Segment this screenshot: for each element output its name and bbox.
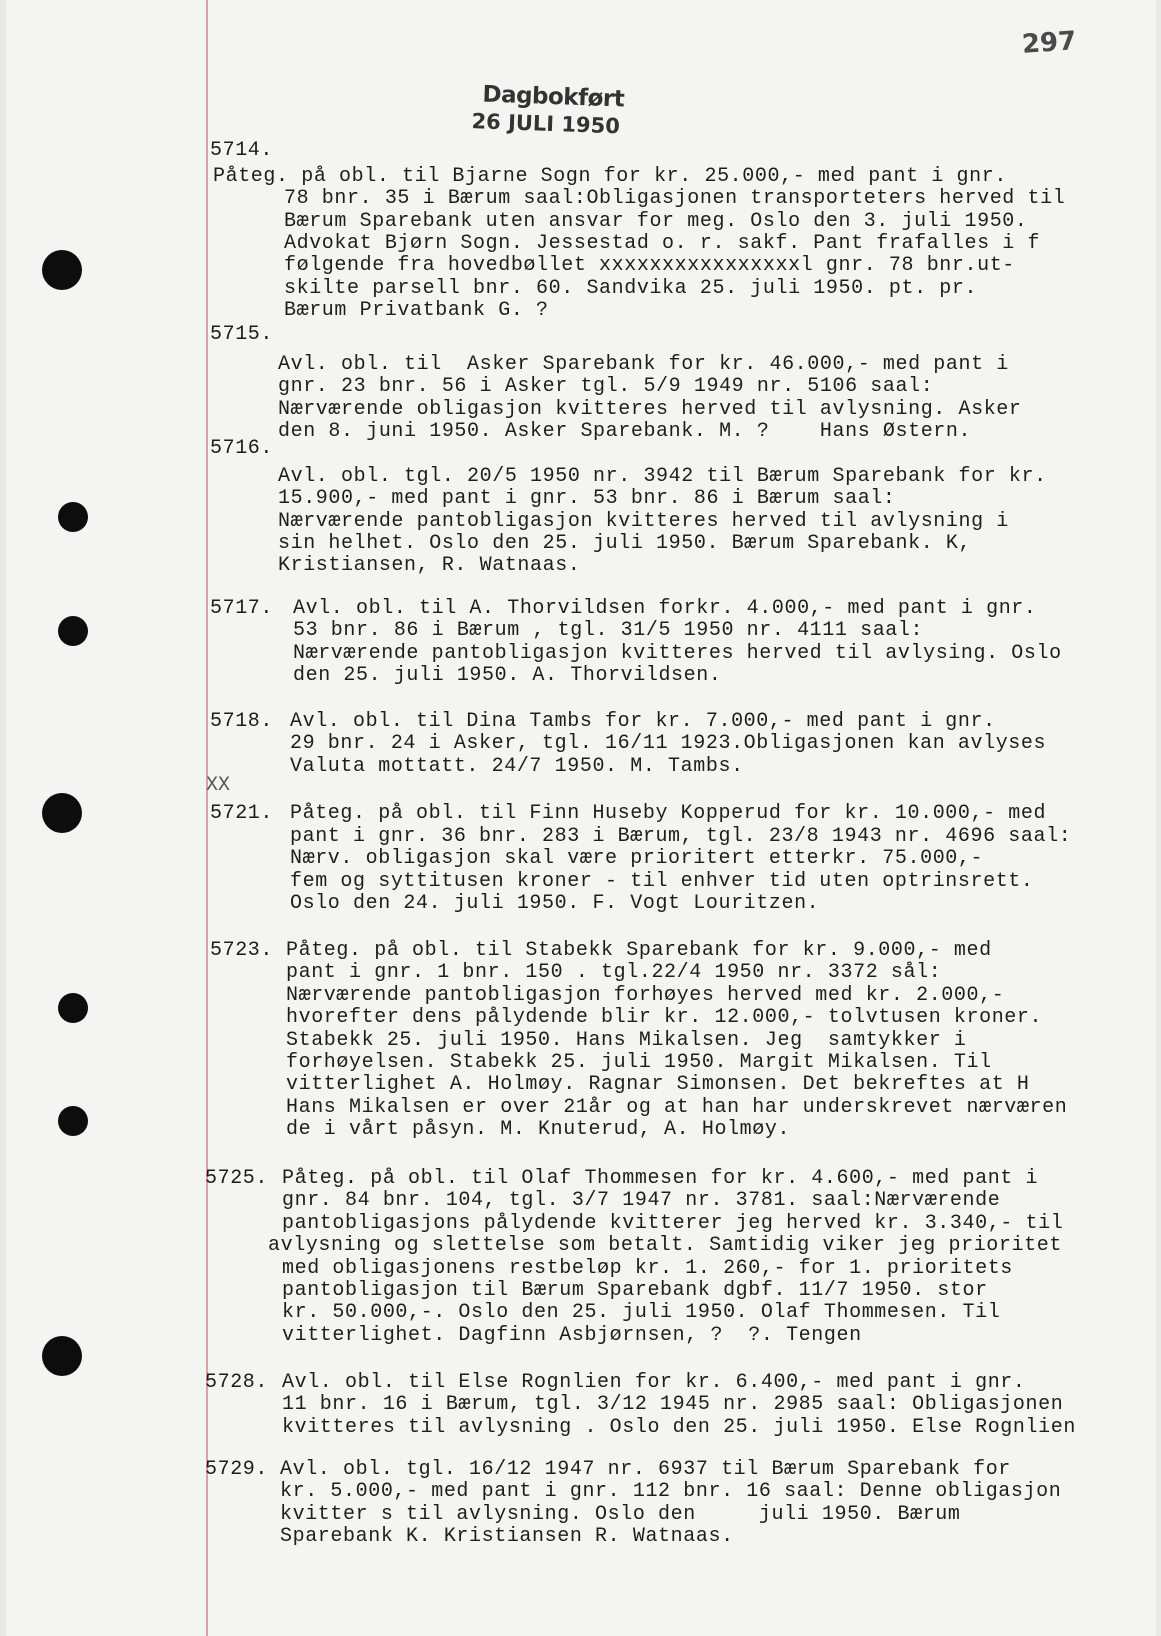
entry-text-line: Avl. obl. til Asker Sparebank for kr. 46.000,- med pant i — [278, 353, 1009, 376]
entry-text-line: Avl. obl. tgl. 20/5 1950 nr. 3942 til Bærum Sparebank for kr. — [278, 465, 1047, 488]
entry-text-line: Advokat Bjørn Sogn. Jessestad o. r. sakf. Pant frafalles i f — [284, 231, 1041, 255]
entry-text-line: avlysning og slettelse som betalt. Samtidig viker jeg prioritet — [268, 1234, 1062, 1258]
entry-number: 5716. — [210, 437, 274, 460]
entry-text-line: 15.900,- med pant i gnr. 53 bnr. 86 i Bærum saal: — [278, 487, 896, 511]
entry-text-line: Avl. obl. til A. Thorvildsen forkr. 4.000,- med pant i gnr. — [293, 597, 1037, 620]
entry-text-line: gnr. 84 bnr. 104, tgl. 3/7 1947 nr. 3781. saal:Nærværende — [282, 1189, 1001, 1213]
entry-text-line: Nærværende obligasjon kvitteres herved til avlysning. Asker — [278, 397, 1022, 421]
entry-text-line: kvitteres til avlysning . Oslo den 25. juli 1950. Else Rognlien — [282, 1415, 1076, 1439]
binder-hole — [58, 502, 88, 532]
entry-text-line: Kristiansen, R. Watnaas. — [278, 554, 581, 578]
entry-number: 5725. — [205, 1167, 269, 1190]
entry-text-line: med obligasjonens restbeløp kr. 1. 260,- for 1. prioritets — [282, 1256, 1013, 1280]
binder-hole — [42, 793, 82, 833]
entry-text-line: Nærværende pantobligasjon kvitteres herved til avlysning i — [278, 509, 1009, 533]
page-number: 297 — [1021, 26, 1078, 60]
entry-text-line: Bærum Sparebank uten ansvar for meg. Oslo den 3. juli 1950. — [284, 209, 1028, 233]
entry-text-line: pantobligasjon til Bærum Sparebank dgbf. 11/7 1950. stor — [282, 1279, 988, 1302]
entry-text-line: vitterlighet. Dagfinn Asbjørnsen, ? ?. Tengen — [282, 1323, 862, 1347]
stamp-title: Dagbokført — [482, 81, 625, 113]
entry-text-line: 53 bnr. 86 i Bærum , tgl. 31/5 1950 nr. 4111 saal: — [293, 619, 924, 643]
entry-text-line: Avl. obl. til Dina Tambs for kr. 7.000,- med pant i gnr. — [290, 710, 996, 733]
entry-text-line: den 25. juli 1950. A. Thorvildsen. — [293, 663, 722, 687]
entry-text-line: Oslo den 24. juli 1950. F. Vogt Louritzen. — [290, 892, 820, 915]
entry-text-line: kr. 5.000,- med pant i gnr. 112 bnr. 16 saal: Denne obligasjon — [280, 1480, 1062, 1504]
entry-text-line: Hans Mikalsen er over 21år og at han har underskrevet nærværen — [286, 1095, 1068, 1119]
entry-text-line: Påteg. på obl. til Stabekk Sparebank for kr. 9.000,- med — [286, 939, 992, 962]
entry-text-line: Påteg. på obl. til Olaf Thommesen for kr. 4.600,- med pant i — [282, 1167, 1039, 1190]
binder-hole — [58, 993, 88, 1023]
dagbokfort-stamp — [471, 81, 625, 139]
stamp-date: 26 JULI 1950 — [471, 109, 621, 139]
entry-number: 5717. — [210, 597, 274, 620]
entry-text-line: pant i gnr. 36 bnr. 283 i Bærum, tgl. 23/8 1943 nr. 4696 saal: — [290, 824, 1072, 848]
entry-text-line: pant i gnr. 1 bnr. 150 . tgl.22/4 1950 nr. 3372 sål: — [286, 961, 942, 985]
entry-number: 5728. — [205, 1371, 269, 1394]
entry-number: 5715. — [210, 323, 274, 346]
entry-text-line: vitterlighet A. Holmøy. Ragnar Simonsen. Det bekreftes at H — [286, 1073, 1030, 1097]
binder-hole — [42, 1336, 82, 1376]
entry-text-line: sin helhet. Oslo den 25. juli 1950. Bærum Sparebank. K, — [278, 531, 972, 555]
entry-text-line: pantobligasjons pålydende kvitterer jeg herved kr. 3.340,- til — [282, 1211, 1064, 1235]
entry-number: 5729. — [205, 1458, 269, 1481]
entry-text-line: Stabekk 25. juli 1950. Hans Mikalsen. Jeg samtykker i — [286, 1028, 967, 1052]
entry-text-line: den 8. juni 1950. Asker Sparebank. M. ? Hans Østern. — [278, 419, 972, 443]
entry-text-line: Valuta mottatt. 24/7 1950. M. Tambs. — [290, 754, 744, 778]
binder-hole — [58, 1106, 88, 1136]
entry-number: 5714. — [210, 139, 274, 162]
entry-text-line: 29 bnr. 24 i Asker, tgl. 16/11 1923.Obligasjonen kan avlyses — [290, 732, 1047, 756]
entry-text-line: Sparebank K. Kristiansen R. Watnaas. — [280, 1525, 734, 1549]
binder-hole — [42, 250, 82, 290]
entry-number: 5723. — [210, 939, 274, 962]
entry-number: 5721. — [210, 802, 274, 825]
entry-text-line: Nærværende pantobligasjon kvitteres herved til avlysing. Oslo — [293, 641, 1062, 665]
entry-text-line: Bærum Privatbank G. ? — [284, 298, 549, 322]
entry-text-line: de i vårt påsyn. M. Knuterud, A. Holmøy. — [286, 1118, 791, 1142]
entry-text-line: Nærv. obligasjon skal være prioritert etterkr. 75.000,- — [290, 847, 984, 870]
entry-number: 5718. — [210, 710, 274, 733]
entry-text-line: 11 bnr. 16 i Bærum, tgl. 3/12 1945 nr. 2985 saal: Obligasjonen — [282, 1393, 1064, 1417]
entry-text-line: kr. 50.000,-. Oslo den 25. juli 1950. Olaf Thommesen. Til — [282, 1301, 1001, 1325]
entry-text-line: hvorefter dens pålydende blir kr. 12.000,- tolvtusen kroner. — [286, 1006, 1043, 1030]
entry-text-line: Avl. obl. til Else Rognlien for kr. 6.400,- med pant i gnr. — [282, 1371, 1026, 1394]
entry-text-line: gnr. 23 bnr. 56 i Asker tgl. 5/9 1949 nr. 5106 saal: — [278, 375, 934, 399]
entry-text-line: kvitter s til avlysning. Oslo den juli 1950. Bærum — [280, 1502, 961, 1526]
entry-text-line: Avl. obl. tgl. 16/12 1947 nr. 6937 til Bærum Sparebank for — [280, 1458, 1011, 1481]
entry-text-line: Påteg. på obl. til Finn Huseby Kopperud for kr. 10.000,- med — [290, 802, 1047, 825]
entry-text-line: 78 bnr. 35 i Bærum saal:Obligasjonen transporteters herved til — [284, 187, 1066, 211]
entry-text-line: Påteg. på obl. til Bjarne Sogn for kr. 25.000,- med pant i gnr. — [213, 165, 1007, 188]
binder-hole — [58, 616, 88, 646]
entry-text-line: skilte parsell bnr. 60. Sandvika 25. juli 1950. pt. pr. — [284, 276, 978, 300]
entry-text-line: fem og syttitusen kroner - til enhver tid uten optrinsrett. — [290, 869, 1034, 893]
entry-text-line: Nærværende pantobligasjon forhøyes herved med kr. 2.000,- — [286, 983, 1005, 1007]
entry-text-line: følgende fra hovedbøllet xxxxxxxxxxxxxxxxl gnr. 78 bnr.ut- — [284, 254, 1015, 278]
entry-text-line: forhøyelsen. Stabekk 25. juli 1950. Margit Mikalsen. Til — [286, 1051, 992, 1074]
struck-mark: XX — [206, 774, 231, 797]
